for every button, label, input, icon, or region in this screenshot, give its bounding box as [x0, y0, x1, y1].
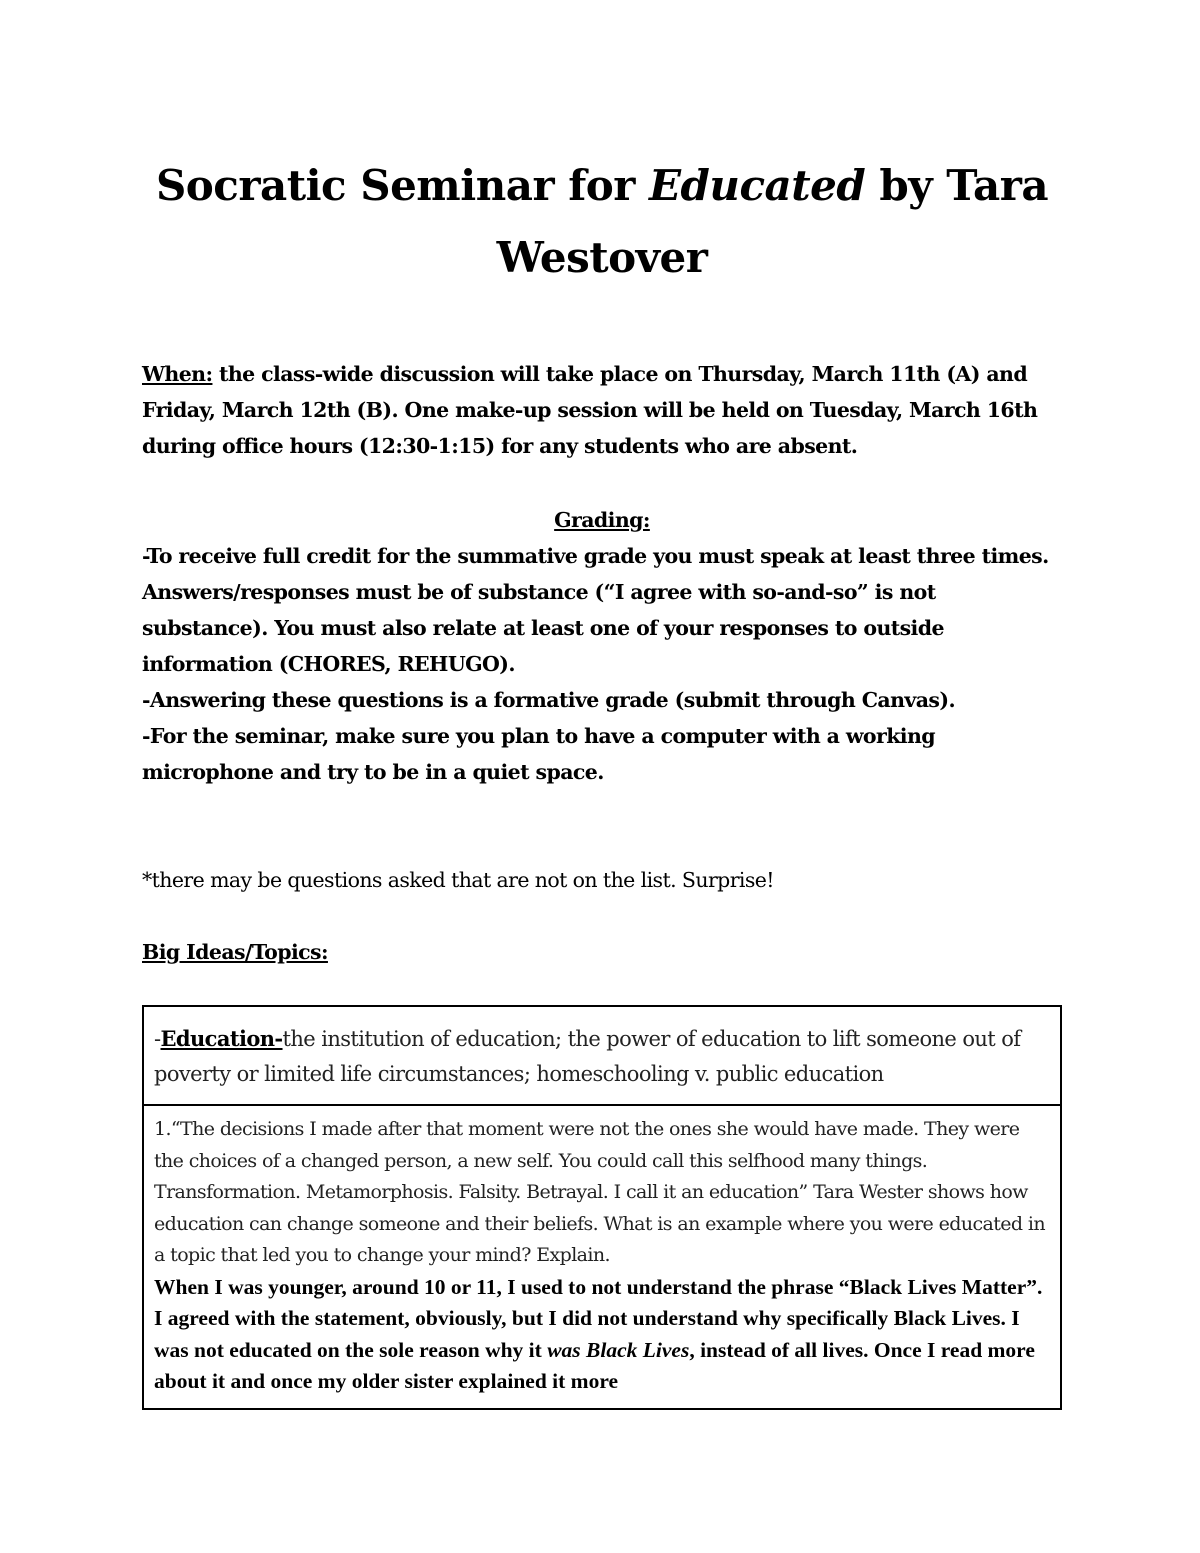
when-section — [142, 356, 1062, 464]
title-text: Socratic Seminar for — [155, 161, 650, 210]
answer-text-1: When I was younger, around 10 or 11, I used to not understand the phrase “Black Lives Matter”. I agreed with the statement, obviously, but I did not understand why specifically Black Lives. I was not educated on the sole reason why it — [154, 1274, 1043, 1362]
answer-text-2: , instead of all lives. Once I read more about it and once my older sister explained it more — [154, 1337, 1035, 1393]
topic-prefix: - — [154, 1027, 161, 1051]
page-title — [142, 150, 1062, 294]
when-text: the class-wide discussion will take place on Thursday, March 11th (A) and Friday, March 12th (B). One make-up session will be held on Tuesday, March 16th during office hours (12:30-1:15) for any students who are absent. — [142, 362, 1038, 458]
surprise-note: *there may be questions asked that are not on the list. Surprise! — [142, 868, 774, 892]
title-book-name: Educated — [649, 161, 866, 210]
question-text: 1.“The decisions I made after that moment were not the ones she would have made. They were the choices of a changed person, a new self. You could call this selfhood many things. Transformation. Metamorphosis. Falsity. Betrayal. I call it an education” Tara Wester shows how education can change someone and their beliefs. What is an example where you were educated in a topic that led you to change your mind? Explain. — [154, 1118, 1046, 1266]
student-answer — [154, 1272, 1050, 1398]
grading-heading-text: Grading: — [554, 508, 650, 532]
grading-item-formative: -Answering these questions is a formative grade (submit through Canvas). — [142, 688, 955, 712]
title-author: by Tara Westover — [496, 161, 1049, 282]
question-cell — [144, 1106, 1060, 1408]
grading-list — [142, 538, 1062, 790]
topic-description: the institution of education; the power of education to lift someone out of poverty or limited life circumstances; homeschooling v. public education — [154, 1027, 1021, 1086]
topic-cell-education — [144, 1007, 1060, 1106]
grading-item-seminar-setup: -For the seminar, make sure you plan to have a computer with a working microphone and try to be in a quiet space. — [142, 724, 936, 784]
grading-item-speak: -To receive full credit for the summative grade you must speak at least three times. Answers/responses must be of substance (“I agree with so-and-so” is not substance). You must also relate at least one of your responses to outside information (CHORES, REHUGO). — [142, 544, 1049, 676]
big-ideas-heading — [142, 934, 1062, 970]
topics-table — [142, 1005, 1062, 1410]
topic-label: Education- — [160, 1026, 283, 1051]
grading-heading — [142, 502, 1062, 538]
when-label: When: — [142, 362, 213, 386]
answer-emphasis: was Black Lives — [547, 1337, 690, 1362]
big-ideas-heading-text: Big Ideas/Topics: — [142, 940, 328, 964]
